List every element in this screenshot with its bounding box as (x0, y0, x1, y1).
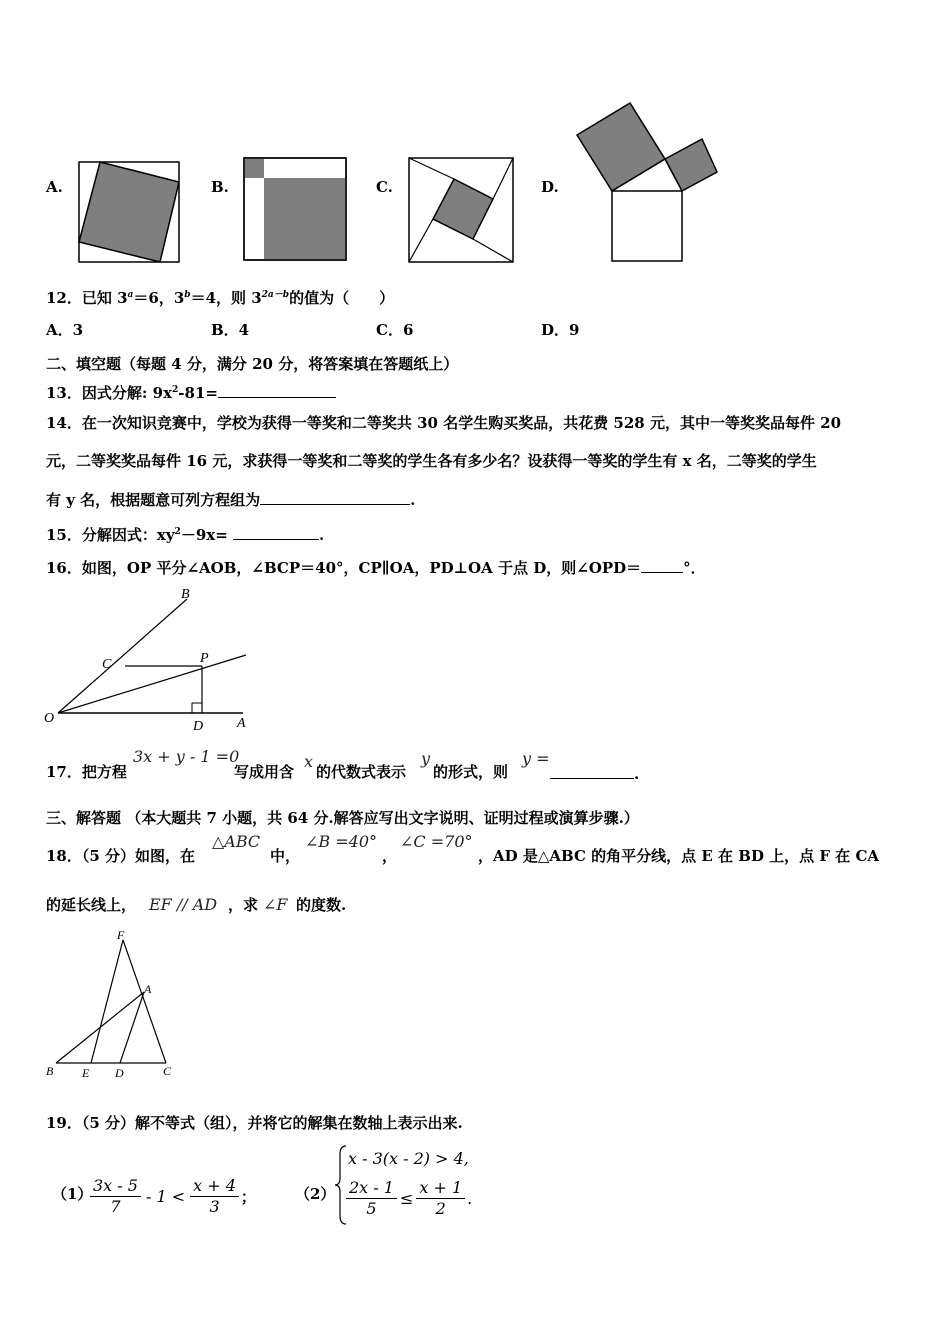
q19-part2-fraction-1: $\frac{2x - 1}{5}$ (346, 1178, 397, 1219)
q12-option-b: B．4 (211, 321, 250, 339)
q12-option-a: A．3 (46, 321, 84, 339)
q17-var-y: y (421, 749, 431, 768)
q18-line2-prefix: 的延长线上， (46, 896, 137, 914)
section-3-title: 三、解答题 （本大题共 7 小题，共 64 分.解答应写出文字说明、证明过程或演算步骤.） (46, 809, 639, 827)
q11-figure-a (78, 160, 182, 264)
q18-ef-parallel-ad: EF // AD (149, 895, 218, 914)
q11-option-d-label: D. (541, 178, 559, 196)
q11-figure-d (570, 100, 720, 266)
q18-prefix: 18．（5 分）如图，在 (46, 847, 196, 865)
q14-line-1: 14．在一次知识竞赛中，学校为获得一等奖和二等奖共 30 名学生购买奖品，共花费 528 元，其中一等奖奖品每件 20 (46, 414, 842, 432)
q11-figure-b (243, 157, 349, 263)
q19-part1-label: （1） (52, 1185, 93, 1203)
q11-option-a-label: A. (46, 178, 63, 196)
q18-angle-b: ∠B =40° (305, 832, 378, 851)
q13-stem: 13．因式分解: $9x^2-81=$ (46, 380, 336, 403)
q19-stem: 19．（5 分）解不等式（组），并将它的解集在数轴上表示出来. (46, 1114, 463, 1132)
q16-label-d: D (193, 719, 204, 732)
q19-part2-line-1: x - 3(x - 2) > 4, (348, 1149, 469, 1168)
q17-mid-1: 写成用含 (234, 763, 295, 781)
q18-rest: ，AD 是△ABC 的角平分线，点 E 在 BD 上，点 F 在 CA (478, 847, 880, 865)
q18-label-f: F (117, 928, 125, 942)
section-2-title: 二、填空题（每题 4 分，满分 20 分，将答案填在答题纸上） (46, 355, 459, 373)
q16-stem: 16．如图，OP 平分∠AOB，∠BCP＝40°，CP∥OA，PD⊥OA 于点 D，则∠OPD＝ °． (46, 556, 706, 578)
q18-label-a: A (144, 982, 152, 996)
q18-label-e: E (82, 1066, 90, 1080)
q17-mid-2: 的代数式表示 (316, 763, 407, 781)
q17-y-equals: y = (522, 749, 550, 768)
q18-label-c: C (163, 1064, 172, 1078)
q11-option-c-label: C. (376, 178, 393, 196)
q15-answer-blank[interactable] (233, 523, 319, 540)
q18-line2-suffix: 的度数. (296, 896, 347, 914)
q17-answer: . (550, 762, 639, 784)
q18-figure (40, 925, 190, 1083)
q18-triangle: △ABC (212, 832, 261, 851)
q16-label-a: A (237, 716, 246, 731)
q15-stem: 15．分解因式：$xy^2-9x=$ . (46, 522, 324, 545)
q18-label-b: B (46, 1064, 54, 1078)
q18-comma: ， (382, 847, 398, 865)
q11-figure-c (408, 157, 516, 265)
q16-label-p: P (200, 651, 209, 666)
q12-option-d: D．9 (541, 321, 580, 339)
q17-var-x: x (304, 752, 314, 771)
q19-part2-fraction-2: $\frac{x + 1}{2}$ (416, 1178, 465, 1219)
q13-answer-blank[interactable] (218, 381, 336, 398)
q19-part2-label: （2） (295, 1185, 336, 1203)
q17-mid-3: 的形式，则 (433, 763, 509, 781)
q17-answer-blank[interactable] (550, 762, 634, 779)
q18-angle-c: ∠C =70° (400, 832, 473, 851)
q12-stem: 12．已知 $3^a=6$，$3^b=4$，则 $3^{2a-b}$的值为（ ） (46, 289, 395, 307)
q11-option-b-label: B. (211, 178, 229, 196)
q16-answer-blank[interactable] (641, 556, 683, 573)
q18-angle-f: ∠F (263, 895, 288, 914)
q16-figure (40, 582, 255, 732)
q16-label-c: C (102, 657, 112, 672)
q17-equation: 3x + y - 1 =0 (133, 747, 240, 766)
q19-part1-fraction-1: $\frac{3x - 5}{7}$ (90, 1176, 141, 1217)
q19-part1-fraction-2: $\frac{x + 4}{3}$ (190, 1176, 239, 1217)
q18-line2-mid: ，求 (228, 896, 259, 914)
q14-answer-blank[interactable] (260, 488, 410, 505)
q16-label-b: B (181, 587, 190, 602)
q12-option-c: C．6 (376, 321, 414, 339)
q18-zhong: 中， (270, 847, 301, 865)
q17-prefix: 17．把方程 (46, 763, 127, 781)
q14-line-3: 有 y 名，根据题意可列方程组为 . (46, 488, 415, 510)
q19-part1-inequality: $\frac{3x - 5}{7}$ - 1 < $\frac{x + 4}{3}$ ； (88, 1176, 256, 1217)
q19-part2-line-2: $\frac{2x - 1}{5}$ ≤ $\frac{x + 1}{2}$ . (344, 1178, 472, 1219)
q18-label-d: D (115, 1066, 124, 1080)
q16-label-o: O (44, 711, 55, 726)
q14-line-2: 元，二等奖奖品每件 16 元，求获得一等奖和二等奖的学生各有多少名？设获得一等奖的学生有 x 名，二等奖的学生 (46, 452, 817, 470)
